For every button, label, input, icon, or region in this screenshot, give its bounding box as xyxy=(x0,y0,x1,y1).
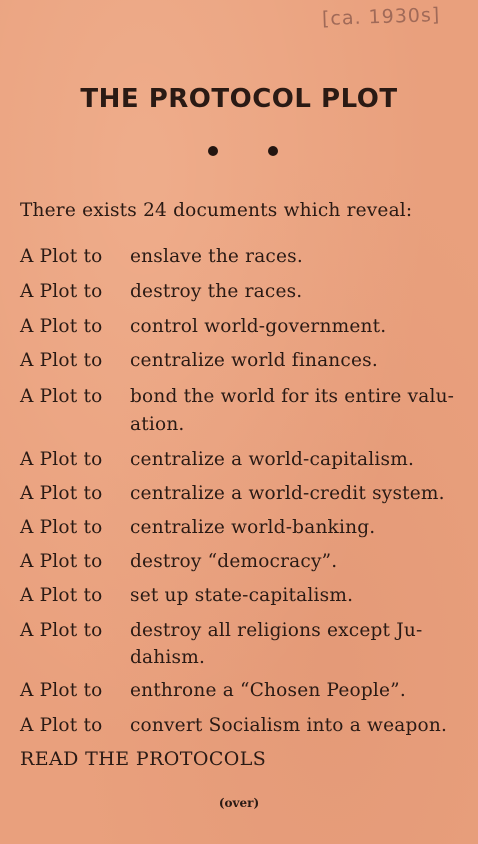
list-item-lead: A Plot to xyxy=(20,281,103,302)
list-item xyxy=(20,350,378,371)
title-ornament xyxy=(0,144,478,158)
list-item-text: destroy all religions except Ju- xyxy=(130,620,423,641)
list-item-continuation: dahism. xyxy=(130,647,206,668)
list-item-text: set up state-capitalism. xyxy=(130,585,354,606)
list-item-text: control world-government. xyxy=(130,316,387,337)
list-item-text: centralize world-banking. xyxy=(130,517,376,538)
list-item-text: centralize a world-credit system. xyxy=(130,483,445,504)
list-item-lead: A Plot to xyxy=(20,246,103,267)
list-item-lead: A Plot to xyxy=(20,386,103,407)
bullet-dot-icon xyxy=(268,146,278,156)
list-item-lead: A Plot to xyxy=(20,517,103,538)
list-item xyxy=(20,386,454,407)
list-item xyxy=(20,246,303,267)
handwritten-date-note: [ca. 1930s] xyxy=(321,3,441,31)
list-item xyxy=(20,585,353,606)
list-item xyxy=(20,715,447,736)
bullet-dot-icon xyxy=(208,146,218,156)
list-item-text: centralize world finances. xyxy=(130,350,378,371)
list-item-lead: A Plot to xyxy=(20,316,103,337)
list-item-lead: A Plot to xyxy=(20,551,103,572)
list-item xyxy=(20,551,337,572)
list-item-lead: A Plot to xyxy=(20,715,103,736)
list-item-text: bond the world for its entire valu- xyxy=(130,386,455,407)
list-item xyxy=(20,680,406,701)
list-item-text: enslave the races. xyxy=(130,246,303,267)
list-item-text: destroy “democracy”. xyxy=(130,551,338,572)
intro-text: There exists 24 documents which reveal: xyxy=(20,200,413,221)
list-item-text: destroy the races. xyxy=(130,281,303,302)
over-footer: (over) xyxy=(218,796,260,810)
list-item xyxy=(20,517,375,538)
list-item-lead: A Plot to xyxy=(20,680,103,701)
list-item-lead: A Plot to xyxy=(20,620,103,641)
list-item-text: enthrone a “Chosen People”. xyxy=(130,680,406,701)
list-item xyxy=(20,449,414,470)
list-item-lead: A Plot to xyxy=(20,483,103,504)
list-item-continuation: ation. xyxy=(130,414,185,435)
list-item xyxy=(20,483,445,504)
list-item-lead: A Plot to xyxy=(20,449,103,470)
list-item-lead: A Plot to xyxy=(20,350,103,371)
list-item xyxy=(20,316,386,337)
list-item-text: centralize a world-capitalism. xyxy=(130,449,415,470)
list-item-lead: A Plot to xyxy=(20,585,103,606)
list-item xyxy=(20,281,302,302)
list-item-text: convert Socialism into a weapon. xyxy=(130,715,448,736)
list-item xyxy=(20,620,422,641)
read-protocols-line: READ THE PROTOCOLS xyxy=(20,748,267,770)
page-title: THE PROTOCOL PLOT xyxy=(80,84,398,114)
